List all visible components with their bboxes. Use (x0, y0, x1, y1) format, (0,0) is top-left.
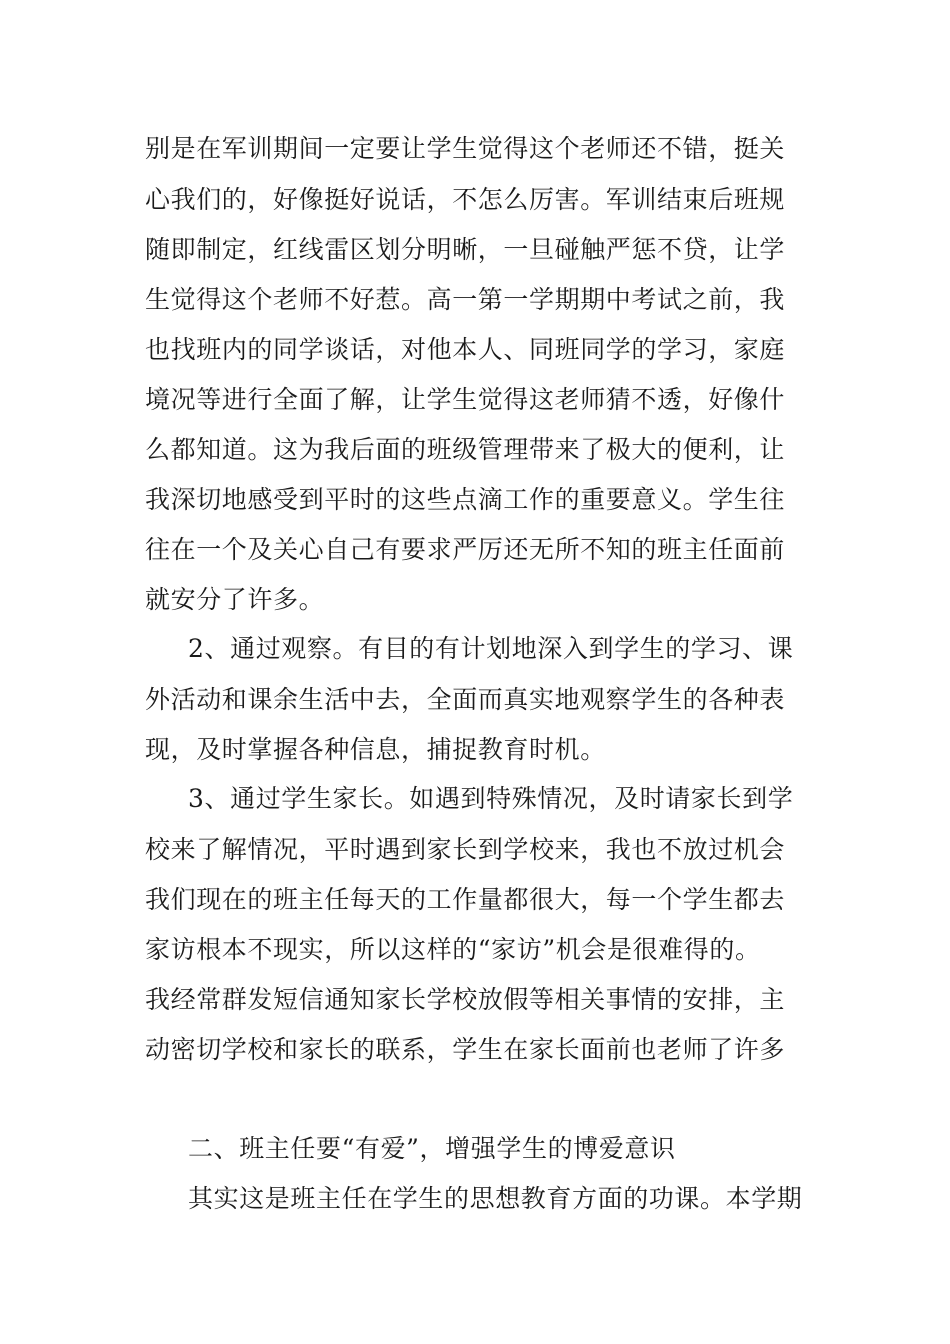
text-line: 家访根本不现实，所以这样的“家访”机会是很难得的。 (145, 935, 761, 964)
text-line: 校来了解情况，平时遇到家长到学校来，我也不放过机会 (145, 835, 786, 864)
text-line: 往在一个及关心自己有要求严厉还无所不知的班主任面前 (145, 535, 786, 564)
text-line: 随即制定，红线雷区划分明晰，一旦碰触严惩不贷，让学 (145, 235, 786, 264)
text-line: 么都知道。这为我后面的班级管理带来了极大的便利，让 (145, 435, 786, 464)
text-line: 也找班内的同学谈话，对他本人、同班同学的学习，家庭 (145, 335, 786, 364)
text-line: 我深切地感受到平时的这些点滴工作的重要意义。学生往 (145, 485, 786, 514)
text-line: 外活动和课余生活中去，全面而真实地观察学生的各种表 (145, 685, 786, 714)
text-line: 我们现在的班主任每天的工作量都很大，每一个学生都去 (145, 885, 786, 914)
text-line: 生觉得这个老师不好惹。高一第一学期期中考试之前，我 (145, 285, 786, 314)
text-line: 就安分了许多。 (145, 585, 325, 614)
text-line: 别是在军训期间一定要让学生觉得这个老师还不错，挺关 (145, 134, 786, 163)
numbered-paragraph-3: 3、通过学生家长。如遇到特殊情况，及时请家长到学 (188, 784, 794, 813)
numbered-paragraph-2: 2、通过观察。有目的有计划地深入到学生的学习、课 (188, 634, 794, 663)
section-heading: 二、班主任要“有爱”，增强学生的博爱意识 (188, 1134, 676, 1163)
text-line: 动密切学校和家长的联系，学生在家长面前也老师了许多 (145, 1035, 786, 1064)
text-line: 心我们的，好像挺好说话，不怎么厉害。军训结束后班规 (145, 185, 786, 214)
text-line: 其实这是班主任在学生的思想教育方面的功课。本学期 (188, 1184, 803, 1213)
text-line: 现，及时掌握各种信息，捕捉教育时机。 (145, 735, 606, 764)
text-line: 境况等进行全面了解，让学生觉得这老师猜不透，好像什 (145, 385, 786, 414)
text-line: 我经常群发短信通知家长学校放假等相关事情的安排，主 (145, 985, 786, 1014)
